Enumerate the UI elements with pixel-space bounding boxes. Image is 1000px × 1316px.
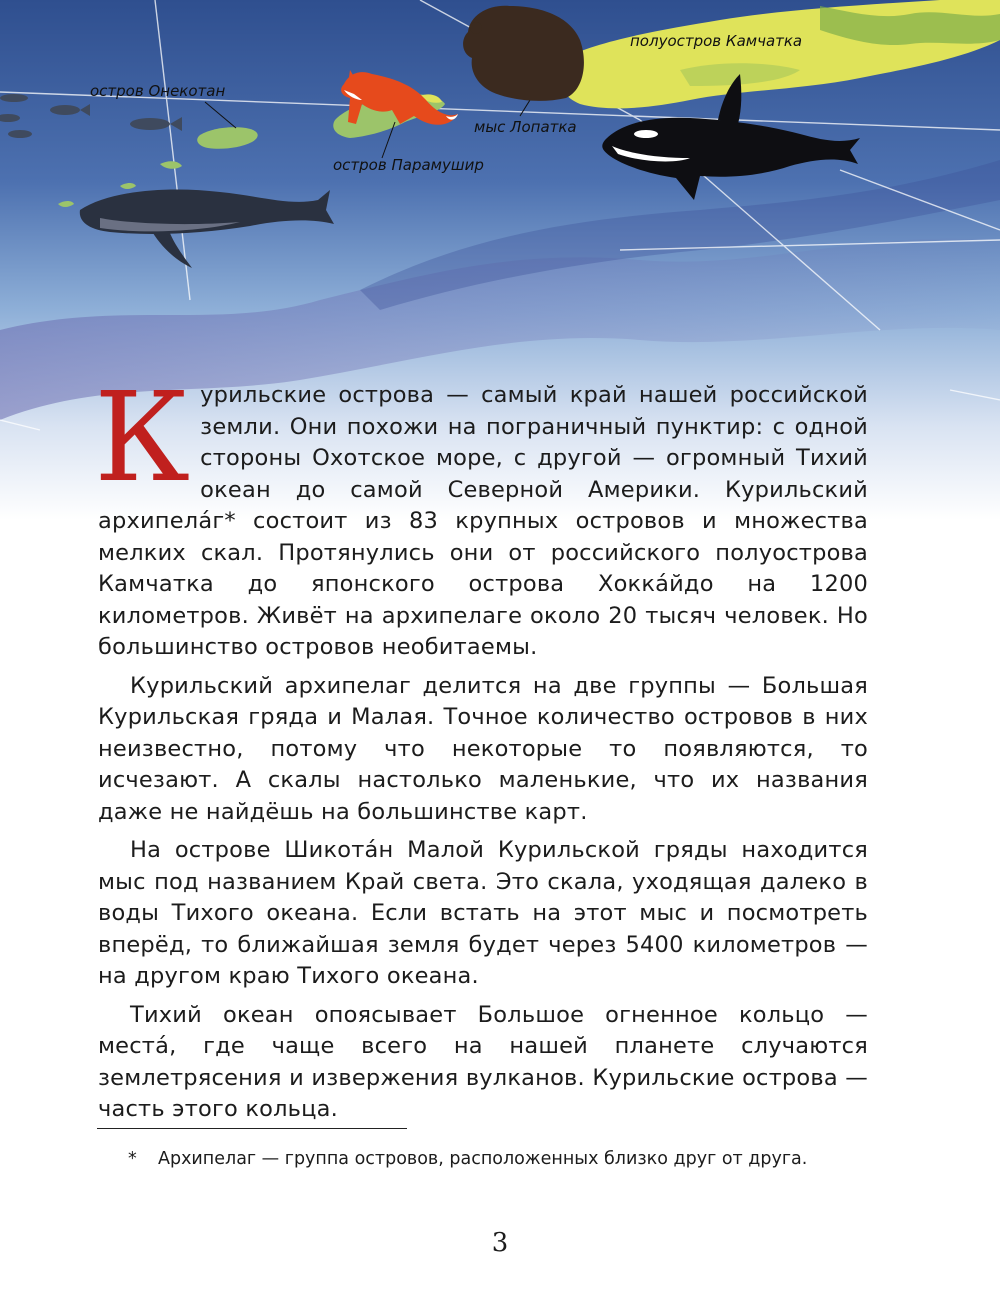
footnote — [128, 1146, 868, 1172]
label-lopatka: мыс Лопатка — [474, 118, 577, 136]
article-body — [94, 366, 868, 1133]
page-number: 3 — [491, 1228, 509, 1258]
paragraph-1 — [94, 366, 868, 664]
label-paramushir: остров Парамушир — [333, 156, 484, 174]
drop-cap: К — [94, 366, 191, 510]
footnote-divider — [97, 1128, 407, 1129]
footnote-mark: * — [128, 1149, 137, 1169]
paragraph-1-text: урильские острова — самый край нашей российской земли. Они похожи на пограничный пунктир: с одной стороны Охотское море, с другой — огромный Тихий океан до самой Северной Америки. Курильский архипела́г* состоит из 83 крупных островов и множества мелких скал. Протянулись они от российского полуострова Камчатка до японского острова Хокка́йдо на 1200 километров. Живёт на архипелаге около 20 тысяч человек. Но большинство островов необитаемы. — [98, 382, 868, 660]
paragraph-4: Тихий океан опоясывает Большое огненное кольцо — места́, где чаще всего на нашей планете случаются землетрясения и извержения вулканов. Курильские острова — часть этого кольца. — [98, 1001, 868, 1122]
label-onekotan: остров Онекотан — [90, 82, 226, 100]
paragraph-3: На острове Шикота́н Малой Курильской гряды находится мыс под названием Край света. Это скала, уходящая далеко в воды Тихого океана. Если встать на этот мыс и посмотреть вперёд, то ближайшая земля будет через 5400 километров — на другом краю Тихого океана. — [98, 837, 868, 989]
paragraph-2: Курильский архипелаг делится на две группы — Большая Курильская гряда и Малая. Точное количество островов в них неизвестно, потому что некоторые то появляются, то исчезают. А скалы настолько маленькие, что их названия даже не найдёшь на большинстве карт. — [98, 672, 868, 825]
label-kamchatka: полуостров Камчатка — [630, 32, 803, 50]
footnote-text: Архипелаг — группа островов, расположенных близко друг от друга. — [158, 1149, 808, 1169]
